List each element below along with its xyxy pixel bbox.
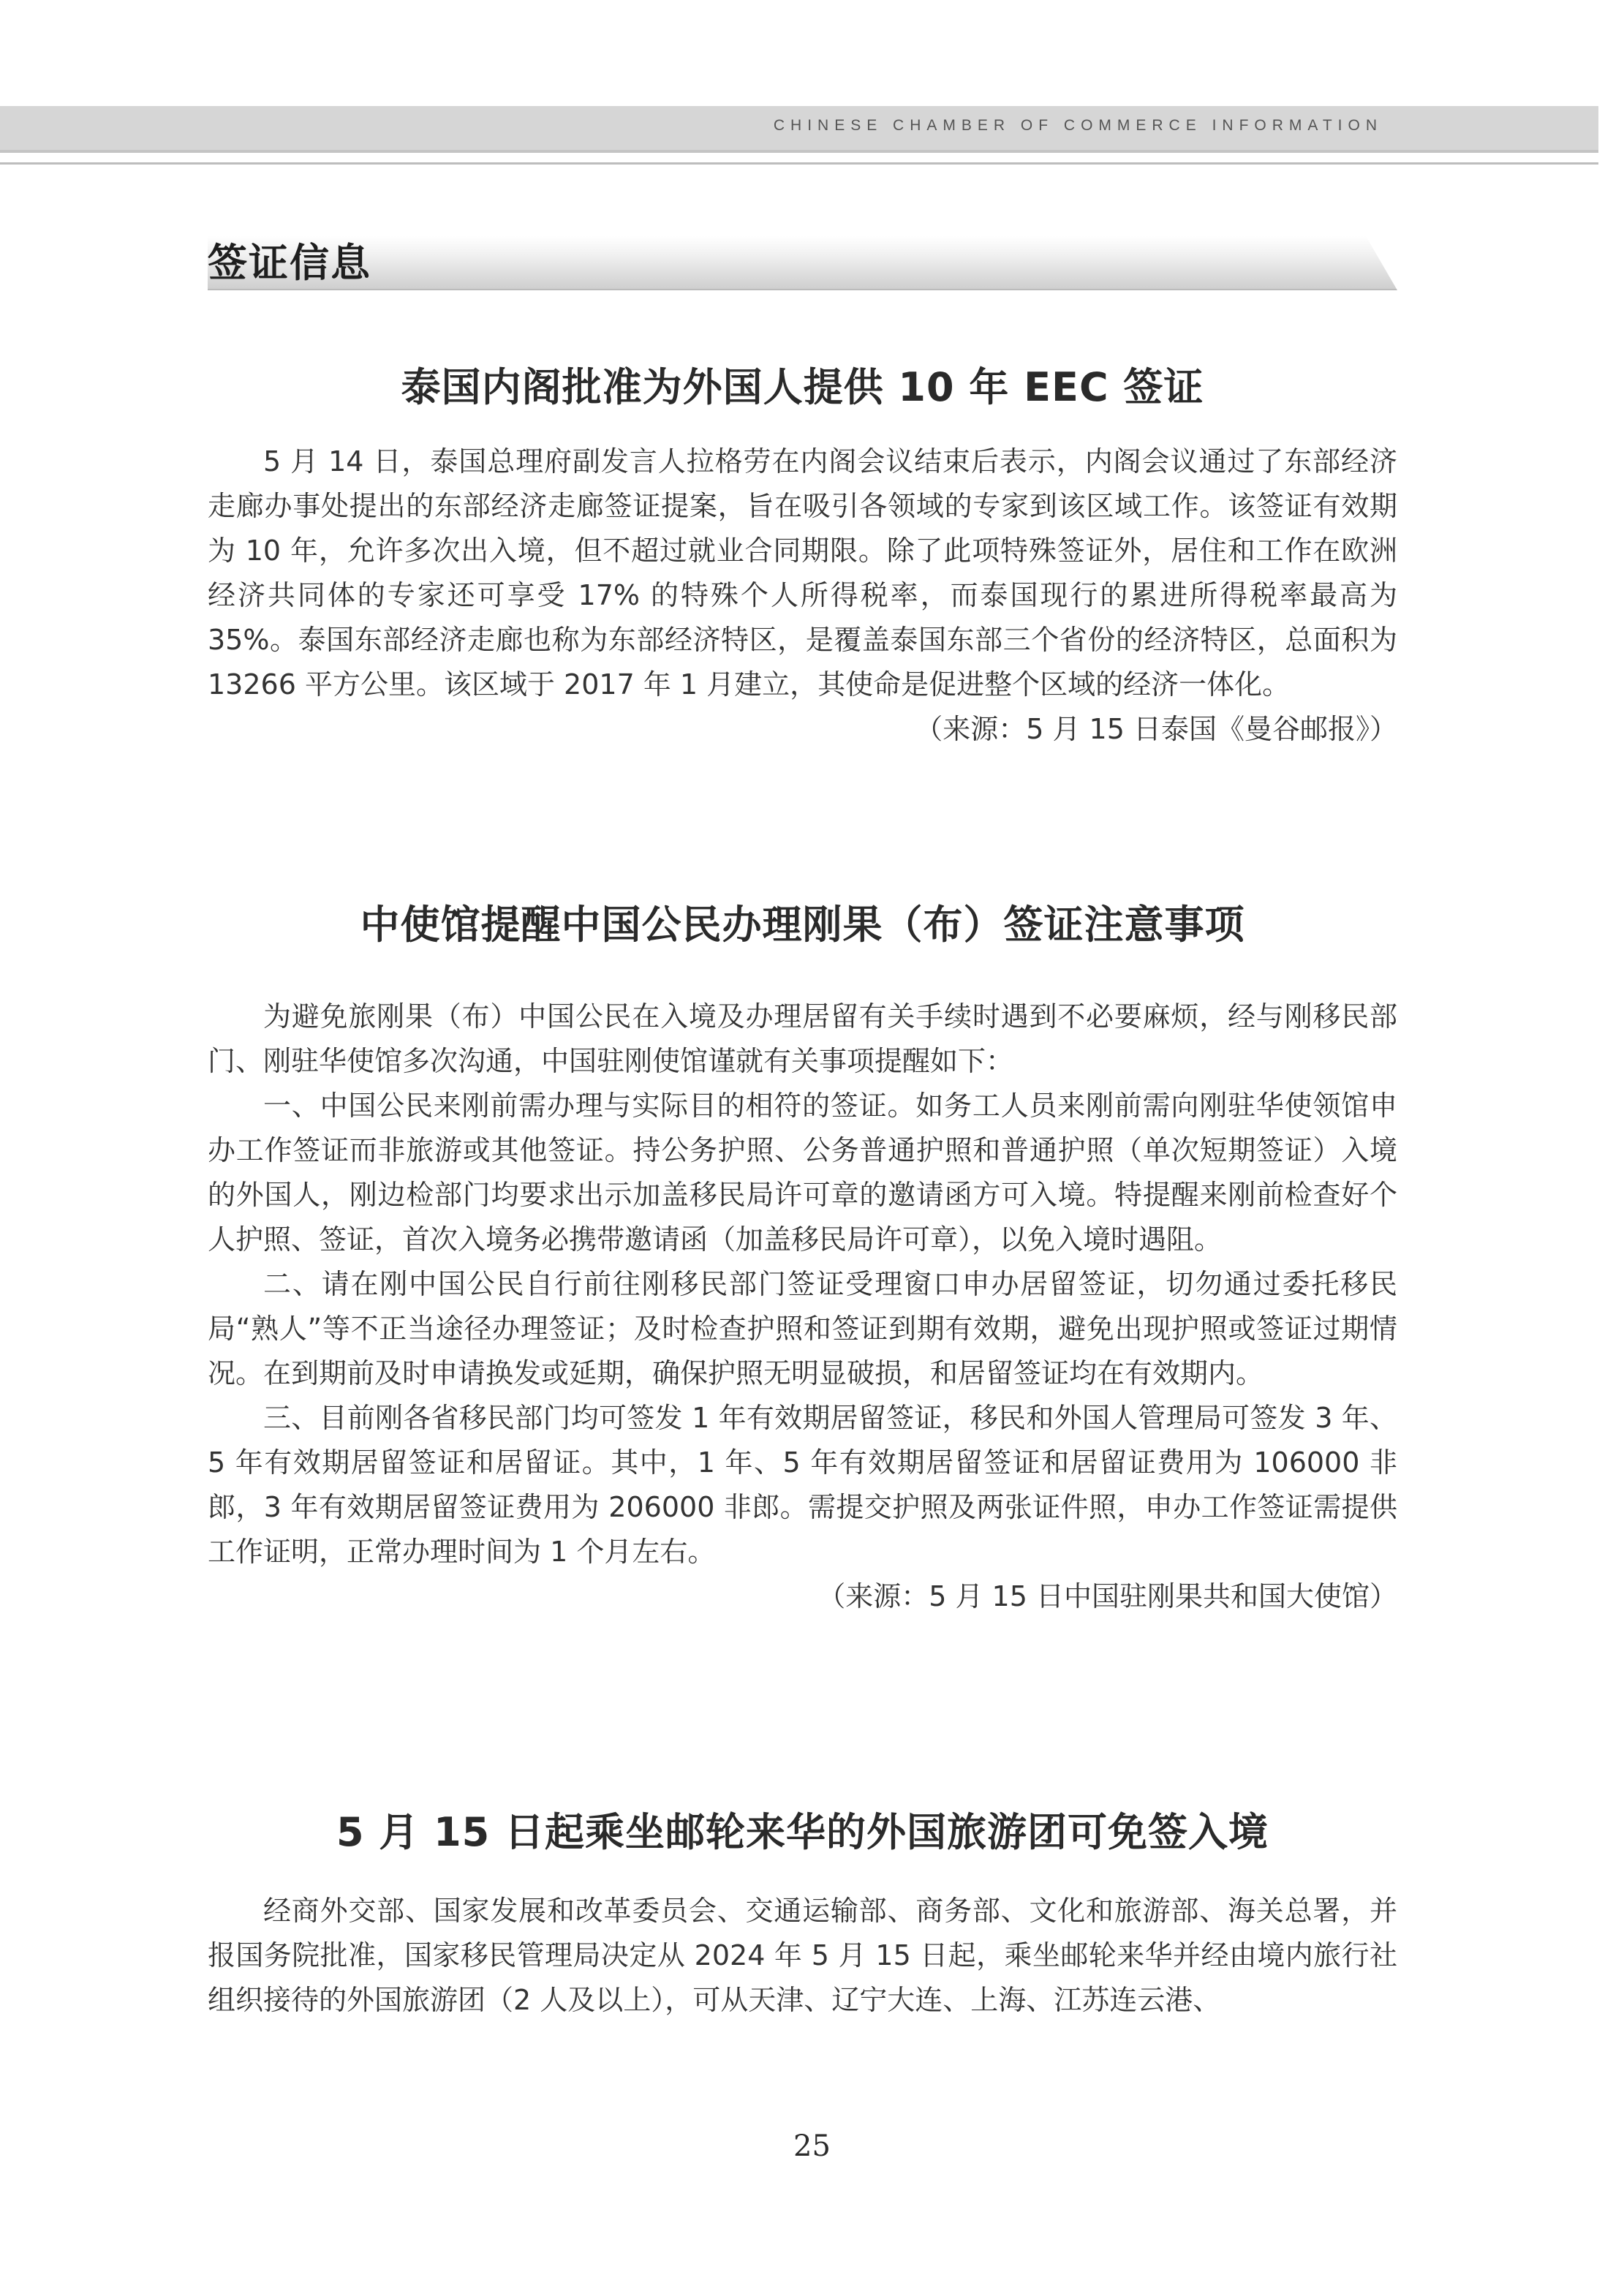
section-bar <box>208 236 1397 290</box>
article-title: 5 月 15 日起乘坐邮轮来华的外国旅游团可免签入境 <box>336 1809 1269 1855</box>
source-note: （来源：5 月 15 日泰国《曼谷邮报》） <box>915 713 1397 745</box>
section-title: 签证信息 <box>208 239 371 286</box>
paragraph: 三、目前刚各省移民部门均可签发 1 年有效期居留签证，移民和外国人管理局可签发 3 年、5 年有效期居留签证和居留证。其中，1 年、5 年有效期居留签证和居留证费用为 106000 非郎，3 年有效期居留签证费用为 206000 非郎。需提交护照及两张证件照，申办工作签证需提供工作证明，正常办理时间为 1 个月左右。 <box>208 1402 1397 1568</box>
paragraph: 为避免旅刚果（布）中国公民在入境及办理居留有关手续时遇到不必要麻烦，经与刚移民部门、刚驻华使馆多次沟通，中国驻刚使馆谨就有关事项提醒如下： <box>208 1000 1397 1077</box>
paragraph: 二、请在刚中国公民自行前往刚移民部门签证受理窗口申办居留签证，切勿通过委托移民局“熟人”等不正当途径办理签证；及时检查护照和签证到期有效期，避免出现护照或签证过期情况。在到期前及时申请换发或延期，确保护照无明显破损，和居留签证均在有效期内。 <box>208 1268 1397 1389</box>
paragraph: 5 月 14 日，泰国总理府副发言人拉格劳在内阁会议结束后表示，内阁会议通过了东部经济走廊办事处提出的东部经济走廊签证提案，旨在吸引各领域的专家到该区域工作。该签证有效期为 10 年，允许多次出入境，但不超过就业合同期限。除了此项特殊签证外，居住和工作在欧洲经济共同体的专家还可享受 17% 的特殊个人所得税率，而泰国现行的累进所得税率最高为 35%。泰国东部经济走廊也称为东部经济特区，是覆盖泰国东部三个省份的经济特区，总面积为 13266 平方公里。该区域于 2017 年 1 月建立，其使命是促进整个区域的经济一体化。 <box>208 445 1397 701</box>
article-body <box>208 439 1397 752</box>
paragraph: 经商外交部、国家发展和改革委员会、交通运输部、商务部、文化和旅游部、海关总署，并报国务院批准，国家移民管理局决定从 2024 年 5 月 15 日起，乘坐邮轮来华并经由境内旅行社组织接待的外国旅游团（2 人及以上），可从天津、辽宁大连、上海、江苏连云港、 <box>208 1895 1397 2016</box>
article-body <box>208 995 1397 1619</box>
header-banner-text: CHINESE CHAMBER OF COMMERCE INFORMATION <box>773 117 1383 134</box>
source-note: （来源：5 月 15 日中国驻刚果共和国大使馆） <box>817 1580 1397 1612</box>
article-body <box>208 1889 1397 2023</box>
page-number: 25 <box>793 2129 831 2163</box>
paragraph: 一、中国公民来刚前需办理与实际目的相符的签证。如务工人员来刚前需向刚驻华使领馆申办工作签证而非旅游或其他签证。持公务护照、公务普通护照和普通护照（单次短期签证）入境的外国人，刚边检部门均要求出示加盖移民局许可章的邀请函方可入境。特提醒来刚前检查好个人护照、签证，首次入境务必携带邀请函（加盖移民局许可章），以免入境时遇阻。 <box>208 1090 1397 1256</box>
header-rule <box>0 162 1598 165</box>
article-title: 泰国内阁批准为外国人提供 10 年 EEC 签证 <box>401 364 1204 410</box>
article-title: 中使馆提醒中国公民办理刚果（布）签证注意事项 <box>360 902 1245 948</box>
